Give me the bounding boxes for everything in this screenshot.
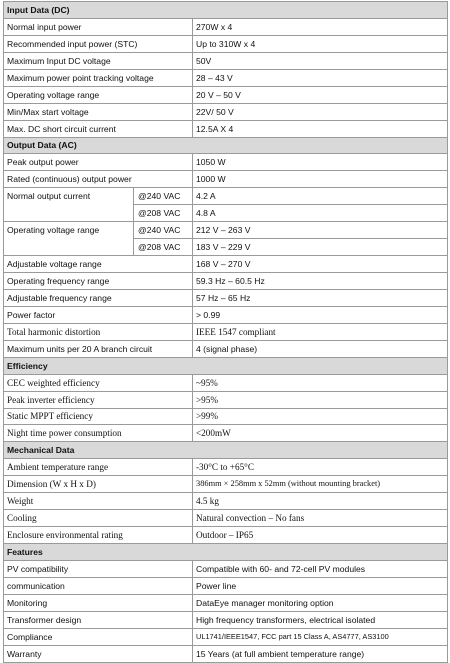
table-row	[4, 459, 448, 476]
row-label: communication	[4, 577, 193, 594]
table-row	[4, 476, 448, 493]
row-value: 50V	[193, 52, 448, 69]
table-row	[4, 222, 448, 239]
row-label: Enclosure environmental rating	[4, 527, 193, 544]
table-row	[4, 340, 448, 357]
row-label: Rated (continuous) output power	[4, 171, 193, 188]
table-row	[4, 188, 448, 205]
row-value: 4.2 A	[193, 188, 448, 205]
row-label: Static MPPT efficiency	[4, 408, 193, 425]
row-value: 183 V – 229 V	[193, 239, 448, 256]
section-title: Mechanical Data	[4, 442, 448, 459]
row-label: Total harmonic distortion	[4, 323, 193, 340]
row-value: ~95%	[193, 374, 448, 391]
row-label: CEC weighted efficiency	[4, 374, 193, 391]
section-header-efficiency	[4, 357, 448, 374]
row-value: Up to 310W x 4	[193, 35, 448, 52]
row-condition: @240 VAC	[134, 188, 193, 205]
row-value: 59.3 Hz – 60.5 Hz	[193, 273, 448, 290]
row-value: UL1741/IEEE1547, FCC part 15 Class A, AS4777, AS3100	[193, 628, 448, 645]
row-label: Normal output current	[4, 188, 134, 222]
table-row	[4, 273, 448, 290]
row-label: Transformer design	[4, 611, 193, 628]
row-value: Compatible with 60- and 72-cell PV modules	[193, 560, 448, 577]
row-value: 4.8 A	[193, 205, 448, 222]
row-label: Power factor	[4, 306, 193, 323]
table-row	[4, 391, 448, 408]
row-value: 4.5 kg	[193, 493, 448, 510]
row-value: 28 – 43 V	[193, 69, 448, 86]
row-value: 1000 W	[193, 171, 448, 188]
section-title: Input Data (DC)	[4, 2, 448, 19]
row-label: Operating frequency range	[4, 273, 193, 290]
section-title: Features	[4, 544, 448, 561]
section-title: Efficiency	[4, 357, 448, 374]
row-value: -30°C to +65°C	[193, 459, 448, 476]
table-row	[4, 510, 448, 527]
row-value: 168 V – 270 V	[193, 256, 448, 273]
row-label: Ambient temperature range	[4, 459, 193, 476]
row-value: <200mW	[193, 425, 448, 442]
row-label: Weight	[4, 493, 193, 510]
row-value: 212 V – 263 V	[193, 222, 448, 239]
row-label: Night time power consumption	[4, 425, 193, 442]
row-label: Maximum power point tracking voltage	[4, 69, 193, 86]
row-value: 15 Years (at full ambient temperature range)	[193, 645, 448, 662]
table-row	[4, 560, 448, 577]
row-value: >99%	[193, 408, 448, 425]
table-row	[4, 120, 448, 137]
row-value: > 0.99	[193, 306, 448, 323]
table-row	[4, 18, 448, 35]
row-label: Peak output power	[4, 154, 193, 171]
row-value: 22V/ 50 V	[193, 103, 448, 120]
row-label: Peak inverter efficiency	[4, 391, 193, 408]
table-row	[4, 52, 448, 69]
table-row	[4, 35, 448, 52]
section-header-mechanical	[4, 442, 448, 459]
row-value: 1050 W	[193, 154, 448, 171]
row-label: Monitoring	[4, 594, 193, 611]
section-header-output	[4, 137, 448, 154]
table-row	[4, 645, 448, 662]
row-label: Min/Max start voltage	[4, 103, 193, 120]
table-row	[4, 154, 448, 171]
table-row	[4, 611, 448, 628]
row-value: Natural convection – No fans	[193, 510, 448, 527]
row-label: Operating voltage range	[4, 222, 134, 256]
spec-table	[3, 1, 448, 663]
table-row	[4, 171, 448, 188]
table-row	[4, 493, 448, 510]
table-row	[4, 306, 448, 323]
row-value: >95%	[193, 391, 448, 408]
table-row	[4, 323, 448, 340]
row-value: IEEE 1547 compliant	[193, 323, 448, 340]
table-row	[4, 628, 448, 645]
row-label: Warranty	[4, 645, 193, 662]
row-value: Outdoor – IP65	[193, 527, 448, 544]
row-label: Maximum Input DC voltage	[4, 52, 193, 69]
row-label: Maximum units per 20 A branch circuit	[4, 340, 193, 357]
row-value: 4 (signal phase)	[193, 340, 448, 357]
table-row	[4, 289, 448, 306]
table-row	[4, 577, 448, 594]
row-label: Cooling	[4, 510, 193, 527]
row-value: 12.5A X 4	[193, 120, 448, 137]
row-label: Compliance	[4, 628, 193, 645]
section-header-features	[4, 544, 448, 561]
row-label: PV compatibility	[4, 560, 193, 577]
row-value: DataEye manager monitoring option	[193, 594, 448, 611]
row-label: Dimension (W x H x D)	[4, 476, 193, 493]
row-label: Normal input power	[4, 18, 193, 35]
table-row	[4, 425, 448, 442]
table-row	[4, 408, 448, 425]
row-label: Adjustable voltage range	[4, 256, 193, 273]
row-value: 270W x 4	[193, 18, 448, 35]
table-row	[4, 527, 448, 544]
section-header-input	[4, 2, 448, 19]
table-row	[4, 86, 448, 103]
row-value: 386mm × 258mm x 52mm (without mounting bracket)	[193, 476, 448, 493]
table-row	[4, 594, 448, 611]
row-label: Operating voltage range	[4, 86, 193, 103]
row-value: High frequency transformers, electrical isolated	[193, 611, 448, 628]
row-label: Max. DC short circuit current	[4, 120, 193, 137]
row-value: 57 Hz – 65 Hz	[193, 289, 448, 306]
table-row	[4, 69, 448, 86]
table-row	[4, 103, 448, 120]
row-label: Recommended input power (STC)	[4, 35, 193, 52]
table-row	[4, 256, 448, 273]
row-condition: @208 VAC	[134, 239, 193, 256]
row-label: Adjustable frequency range	[4, 289, 193, 306]
row-condition: @240 VAC	[134, 222, 193, 239]
row-condition: @208 VAC	[134, 205, 193, 222]
section-title: Output Data (AC)	[4, 137, 448, 154]
table-row	[4, 374, 448, 391]
row-value: Power line	[193, 577, 448, 594]
row-value: 20 V – 50 V	[193, 86, 448, 103]
